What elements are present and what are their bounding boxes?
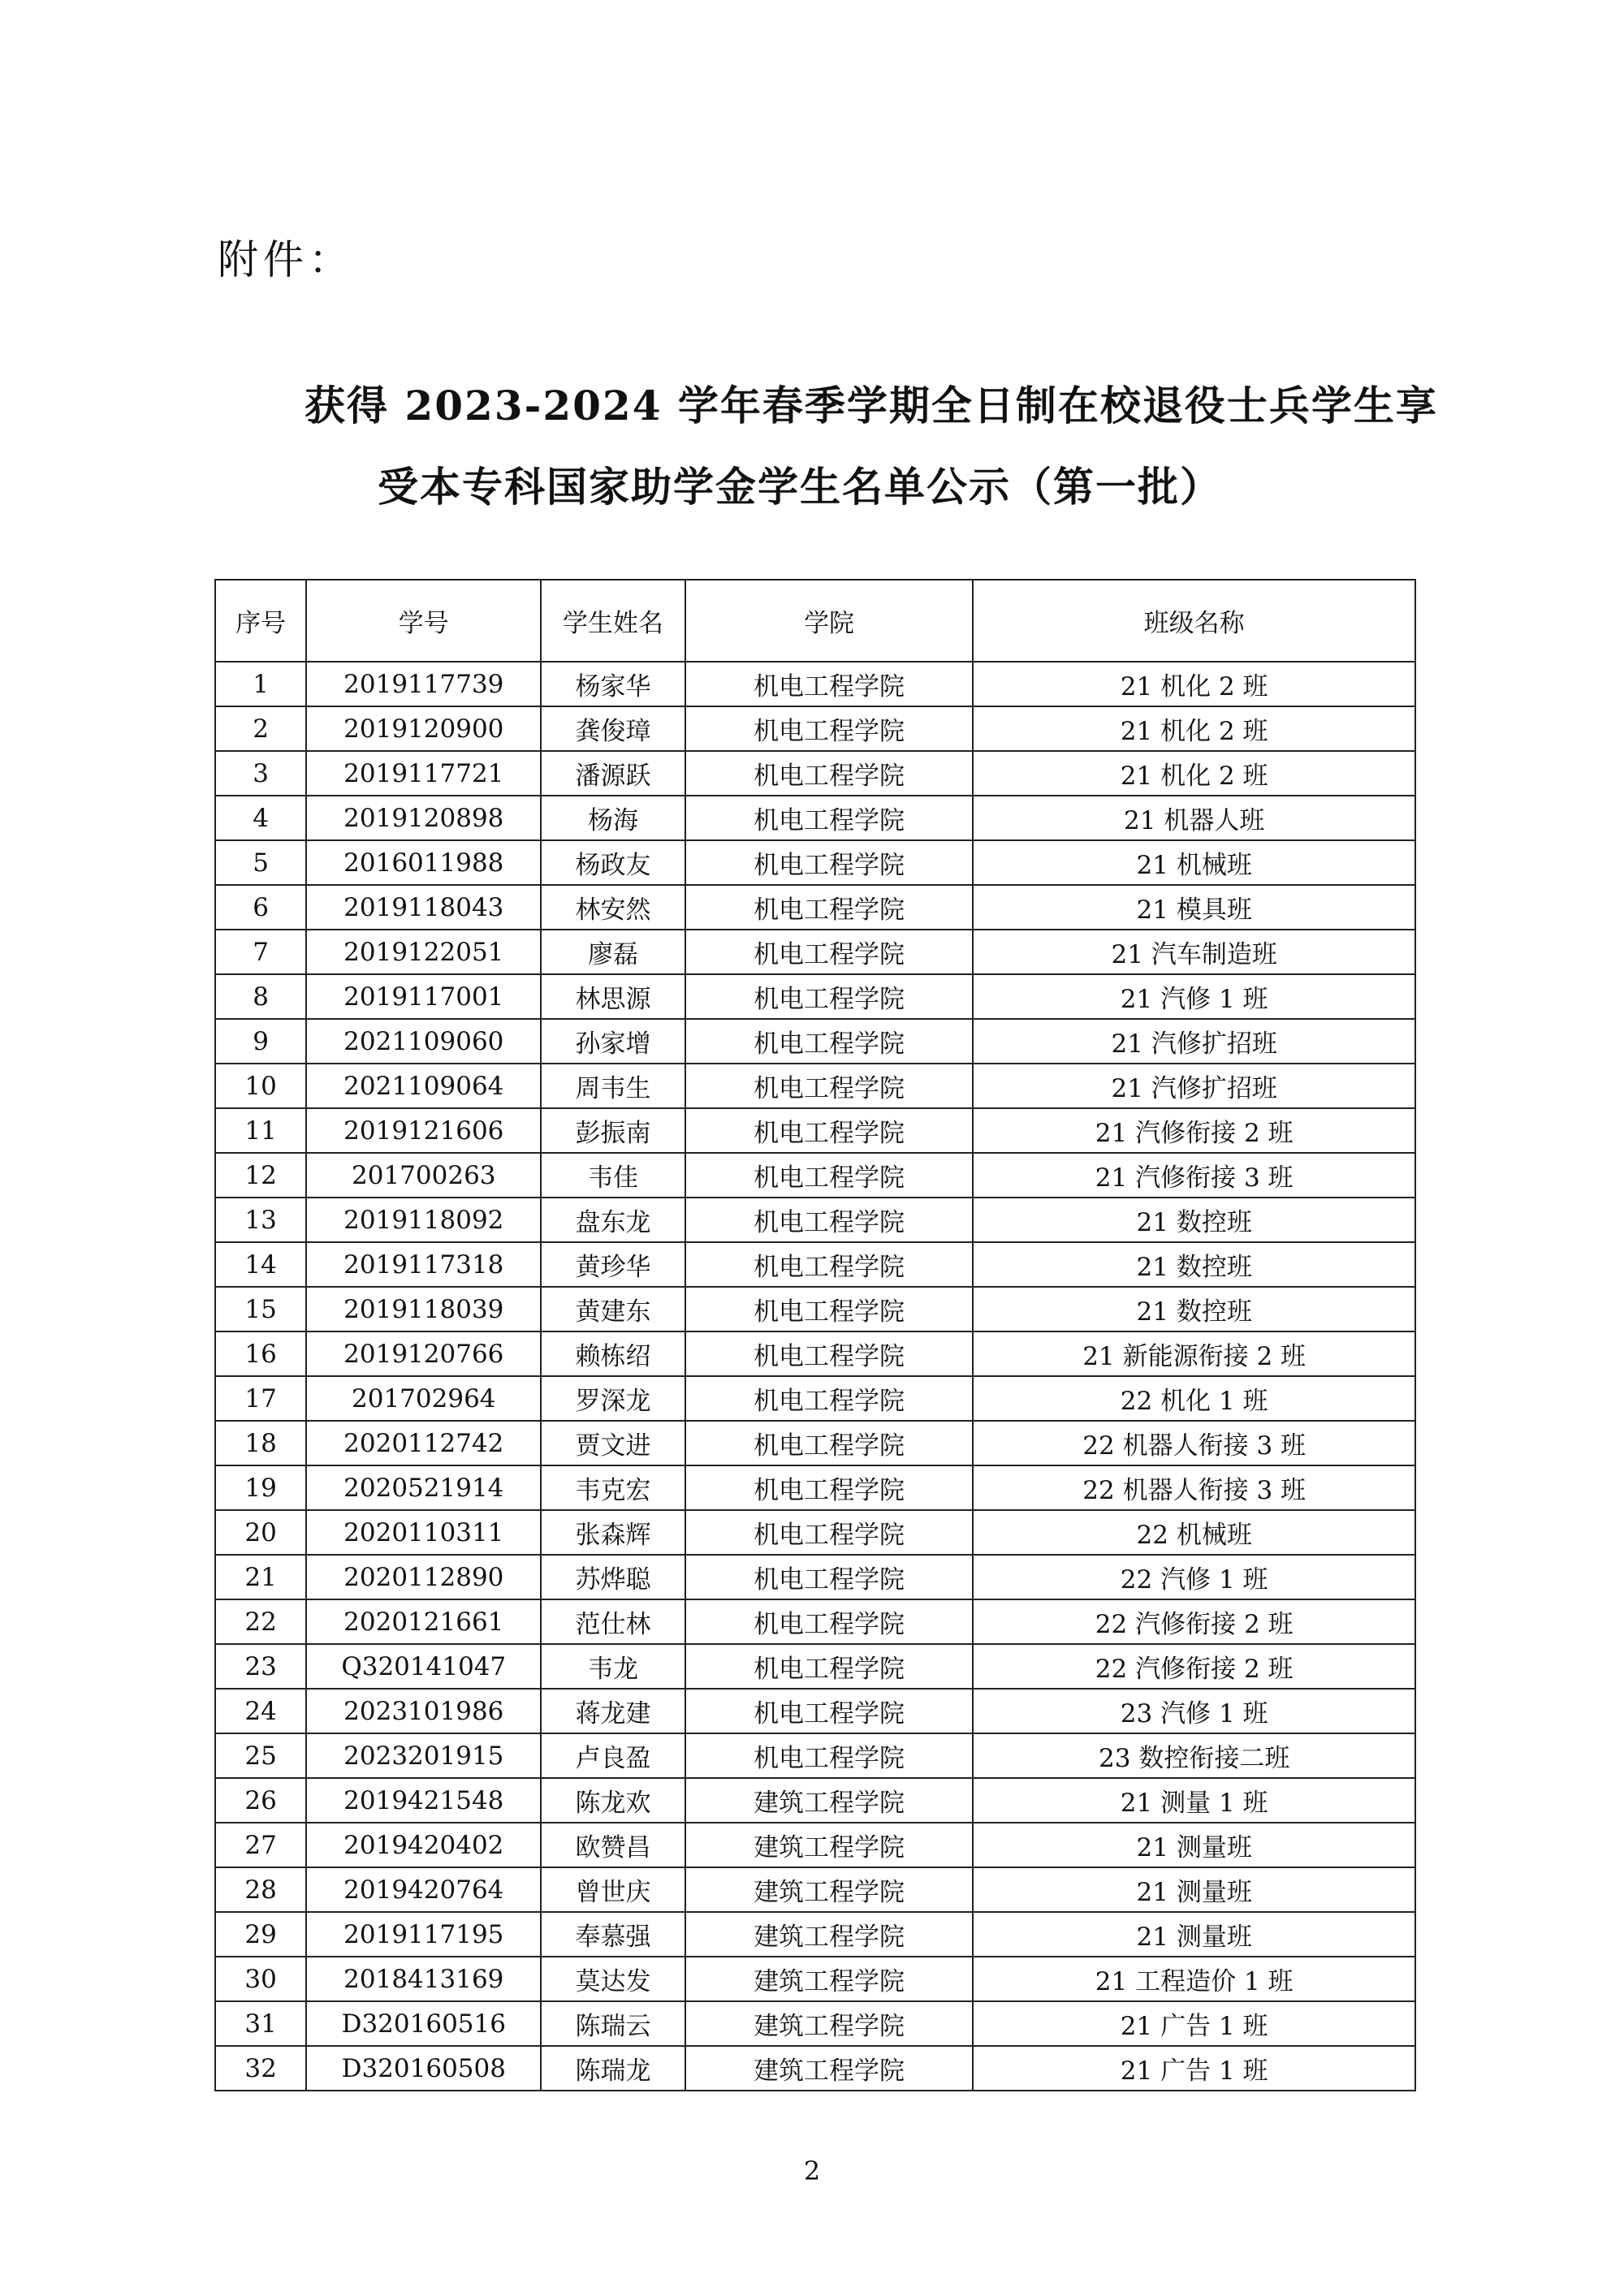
student-name-cell: 杨海 [541,796,685,840]
serial-cell: 12 [215,1153,306,1198]
student-id-cell: 2023201915 [306,1733,541,1778]
class-name-cell: 21 机化 2 班 [973,662,1415,706]
college-cell: 机电工程学院 [685,1331,974,1376]
serial-cell: 28 [215,1867,306,1912]
class-name-cell: 21 广告 1 班 [973,2001,1415,2046]
document-title-line-2: 受本专科国家助学金学生名单公示（第一批） [378,463,1222,511]
class-name-cell: 21 模具班 [973,885,1415,930]
college-cell: 机电工程学院 [685,706,974,751]
table-row [215,1555,1415,1599]
serial-cell: 31 [215,2001,306,2046]
student-name-cell: 孙家增 [541,1019,685,1064]
table-row [215,1287,1415,1331]
table-row [215,1242,1415,1287]
serial-cell: 13 [215,1198,306,1242]
serial-cell: 15 [215,1287,306,1331]
college-cell: 建筑工程学院 [685,1867,974,1912]
student-name-cell: 范仕林 [541,1599,685,1644]
class-name-cell: 22 汽修衔接 2 班 [973,1599,1415,1644]
student-id-cell: 201702964 [306,1376,541,1421]
college-cell: 机电工程学院 [685,1555,974,1599]
student-name-cell: 韦龙 [541,1644,685,1689]
student-id-cell: 2021109064 [306,1064,541,1108]
class-name-cell: 21 机化 2 班 [973,706,1415,751]
serial-cell: 20 [215,1510,306,1555]
student-id-cell: 2019120766 [306,1331,541,1376]
serial-cell: 32 [215,2046,306,2091]
class-name-cell: 21 工程造价 1 班 [973,1957,1415,2001]
student-id-cell: 2019122051 [306,930,541,974]
attachment-label: 附件： [218,236,354,283]
student-id-cell: 2020112890 [306,1555,541,1599]
student-name-cell: 赖栋绍 [541,1331,685,1376]
college-cell: 机电工程学院 [685,840,974,885]
student-name-cell: 杨政友 [541,840,685,885]
student-id-cell: 2020121661 [306,1599,541,1644]
class-name-cell: 23 汽修 1 班 [973,1689,1415,1733]
college-cell: 机电工程学院 [685,796,974,840]
college-cell: 建筑工程学院 [685,1778,974,1823]
student-id-cell: 2019117739 [306,662,541,706]
serial-cell: 10 [215,1064,306,1108]
class-name-cell: 21 新能源衔接 2 班 [973,1331,1415,1376]
class-name-cell: 22 汽修衔接 2 班 [973,1644,1415,1689]
college-cell: 建筑工程学院 [685,1912,974,1957]
table-body [215,662,1415,2091]
college-cell: 机电工程学院 [685,1421,974,1465]
serial-cell: 16 [215,1331,306,1376]
class-name-cell: 21 广告 1 班 [973,2046,1415,2091]
header-class-name: 班级名称 [973,580,1415,662]
student-id-cell: 2019121606 [306,1108,541,1153]
class-name-cell: 21 测量班 [973,1912,1415,1957]
college-cell: 机电工程学院 [685,1689,974,1733]
table-row [215,1644,1415,1689]
table-row [215,1376,1415,1421]
document-title-line-1: 获得 2023-2024 学年春季学期全日制在校退役士兵学生享 [304,382,1438,429]
college-cell: 建筑工程学院 [685,2046,974,2091]
class-name-cell: 21 测量班 [973,1867,1415,1912]
table-row [215,885,1415,930]
student-id-cell: D320160516 [306,2001,541,2046]
student-name-cell: 黄珍华 [541,1242,685,1287]
table-row [215,930,1415,974]
student-name-cell: 曾世庆 [541,1867,685,1912]
serial-cell: 26 [215,1778,306,1823]
class-name-cell: 21 汽修衔接 3 班 [973,1153,1415,1198]
class-name-cell: 21 汽车制造班 [973,930,1415,974]
serial-cell: 23 [215,1644,306,1689]
class-name-cell: 21 机化 2 班 [973,751,1415,796]
student-id-cell: 2019117721 [306,751,541,796]
table-row [215,1331,1415,1376]
class-name-cell: 21 机械班 [973,840,1415,885]
class-name-cell: 21 汽修 1 班 [973,974,1415,1019]
class-name-cell: 21 数控班 [973,1287,1415,1331]
table-row [215,1198,1415,1242]
serial-cell: 4 [215,796,306,840]
table-row [215,1957,1415,2001]
college-cell: 机电工程学院 [685,974,974,1019]
college-cell: 机电工程学院 [685,1733,974,1778]
college-cell: 建筑工程学院 [685,1823,974,1867]
student-name-cell: 潘源跃 [541,751,685,796]
class-name-cell: 21 测量班 [973,1823,1415,1867]
serial-cell: 8 [215,974,306,1019]
student-name-cell: 周韦生 [541,1064,685,1108]
student-id-cell: 2019117318 [306,1242,541,1287]
college-cell: 机电工程学院 [685,1599,974,1644]
student-id-cell: 2019118092 [306,1198,541,1242]
student-name-cell: 陈龙欢 [541,1778,685,1823]
student-id-cell: 2019420764 [306,1867,541,1912]
college-cell: 机电工程学院 [685,885,974,930]
serial-cell: 5 [215,840,306,885]
serial-cell: 21 [215,1555,306,1599]
serial-cell: 9 [215,1019,306,1064]
student-name-cell: 欧赞昌 [541,1823,685,1867]
student-name-cell: 廖磊 [541,930,685,974]
student-id-cell: D320160508 [306,2046,541,2091]
serial-cell: 17 [215,1376,306,1421]
serial-cell: 3 [215,751,306,796]
college-cell: 机电工程学院 [685,1287,974,1331]
serial-cell: 24 [215,1689,306,1733]
student-name-cell: 韦佳 [541,1153,685,1198]
table-row [215,662,1415,706]
student-name-cell: 盘东龙 [541,1198,685,1242]
student-id-cell: 2021109060 [306,1019,541,1064]
class-name-cell: 21 机器人班 [973,796,1415,840]
student-name-cell: 贾文进 [541,1421,685,1465]
class-name-cell: 22 机化 1 班 [973,1376,1415,1421]
college-cell: 机电工程学院 [685,1064,974,1108]
table-row [215,1108,1415,1153]
student-name-cell: 罗深龙 [541,1376,685,1421]
serial-cell: 29 [215,1912,306,1957]
college-cell: 机电工程学院 [685,1376,974,1421]
student-name-cell: 陈瑞云 [541,2001,685,2046]
student-id-cell: 2016011988 [306,840,541,885]
college-cell: 机电工程学院 [685,1198,974,1242]
table-row [215,1153,1415,1198]
student-list-table [214,579,1416,2091]
table-row [215,796,1415,840]
college-cell: 机电工程学院 [685,1644,974,1689]
student-name-cell: 张森辉 [541,1510,685,1555]
header-student-name: 学生姓名 [541,580,685,662]
student-name-cell: 彭振南 [541,1108,685,1153]
class-name-cell: 21 汽修扩招班 [973,1019,1415,1064]
college-cell: 机电工程学院 [685,751,974,796]
college-cell: 建筑工程学院 [685,1957,974,2001]
table-row [215,1689,1415,1733]
class-name-cell: 22 机器人衔接 3 班 [973,1421,1415,1465]
student-name-cell: 卢良盈 [541,1733,685,1778]
student-id-cell: Q320141047 [306,1644,541,1689]
class-name-cell: 22 机械班 [973,1510,1415,1555]
serial-cell: 27 [215,1823,306,1867]
class-name-cell: 21 数控班 [973,1198,1415,1242]
table-row [215,2001,1415,2046]
table-row [215,706,1415,751]
student-id-cell: 2020521914 [306,1465,541,1510]
serial-cell: 1 [215,662,306,706]
serial-cell: 7 [215,930,306,974]
table-row [215,2046,1415,2091]
student-id-cell: 2020112742 [306,1421,541,1465]
table-row [215,1599,1415,1644]
student-id-cell: 2019120898 [306,796,541,840]
college-cell: 机电工程学院 [685,1242,974,1287]
table-row [215,1912,1415,1957]
college-cell: 机电工程学院 [685,1019,974,1064]
serial-cell: 25 [215,1733,306,1778]
student-id-cell: 2019421548 [306,1778,541,1823]
student-name-cell: 蒋龙建 [541,1689,685,1733]
table-row [215,1778,1415,1823]
student-id-cell: 2023101986 [306,1689,541,1733]
college-cell: 机电工程学院 [685,930,974,974]
table-row [215,840,1415,885]
student-id-cell: 2019120900 [306,706,541,751]
college-cell: 建筑工程学院 [685,2001,974,2046]
table-row [215,1064,1415,1108]
student-name-cell: 陈瑞龙 [541,2046,685,2091]
student-name-cell: 莫达发 [541,1957,685,2001]
student-name-cell: 韦克宏 [541,1465,685,1510]
class-name-cell: 23 数控衔接二班 [973,1733,1415,1778]
class-name-cell: 21 汽修扩招班 [973,1064,1415,1108]
college-cell: 机电工程学院 [685,662,974,706]
student-id-cell: 2019420402 [306,1823,541,1867]
student-id-cell: 2020110311 [306,1510,541,1555]
student-name-cell: 黄建东 [541,1287,685,1331]
student-id-cell: 2019117195 [306,1912,541,1957]
class-name-cell: 21 测量 1 班 [973,1778,1415,1823]
class-name-cell: 21 汽修衔接 2 班 [973,1108,1415,1153]
college-cell: 机电工程学院 [685,1108,974,1153]
table-row [215,1019,1415,1064]
student-id-cell: 201700263 [306,1153,541,1198]
serial-cell: 11 [215,1108,306,1153]
serial-cell: 6 [215,885,306,930]
class-name-cell: 22 汽修 1 班 [973,1555,1415,1599]
table-header-row [215,580,1415,662]
college-cell: 机电工程学院 [685,1465,974,1510]
college-cell: 机电工程学院 [685,1153,974,1198]
student-name-cell: 苏烨聪 [541,1555,685,1599]
page-number: 2 [803,2156,821,2186]
table-row [215,1421,1415,1465]
student-id-cell: 2019118043 [306,885,541,930]
serial-cell: 2 [215,706,306,751]
serial-cell: 14 [215,1242,306,1287]
serial-cell: 18 [215,1421,306,1465]
serial-cell: 30 [215,1957,306,2001]
class-name-cell: 21 数控班 [973,1242,1415,1287]
class-name-cell: 22 机器人衔接 3 班 [973,1465,1415,1510]
table-row [215,974,1415,1019]
table-row [215,1510,1415,1555]
header-student-id: 学号 [306,580,541,662]
student-name-cell: 林思源 [541,974,685,1019]
table-row [215,1465,1415,1510]
student-name-cell: 林安然 [541,885,685,930]
header-college: 学院 [685,580,974,662]
table-row [215,1867,1415,1912]
student-name-cell: 杨家华 [541,662,685,706]
student-name-cell: 奉慕强 [541,1912,685,1957]
student-name-cell: 龚俊璋 [541,706,685,751]
student-id-cell: 2019117001 [306,974,541,1019]
table-row [215,1733,1415,1778]
table-row [215,1823,1415,1867]
serial-cell: 22 [215,1599,306,1644]
header-serial: 序号 [215,580,306,662]
serial-cell: 19 [215,1465,306,1510]
college-cell: 机电工程学院 [685,1510,974,1555]
student-id-cell: 2019118039 [306,1287,541,1331]
student-id-cell: 2018413169 [306,1957,541,2001]
table-row [215,751,1415,796]
